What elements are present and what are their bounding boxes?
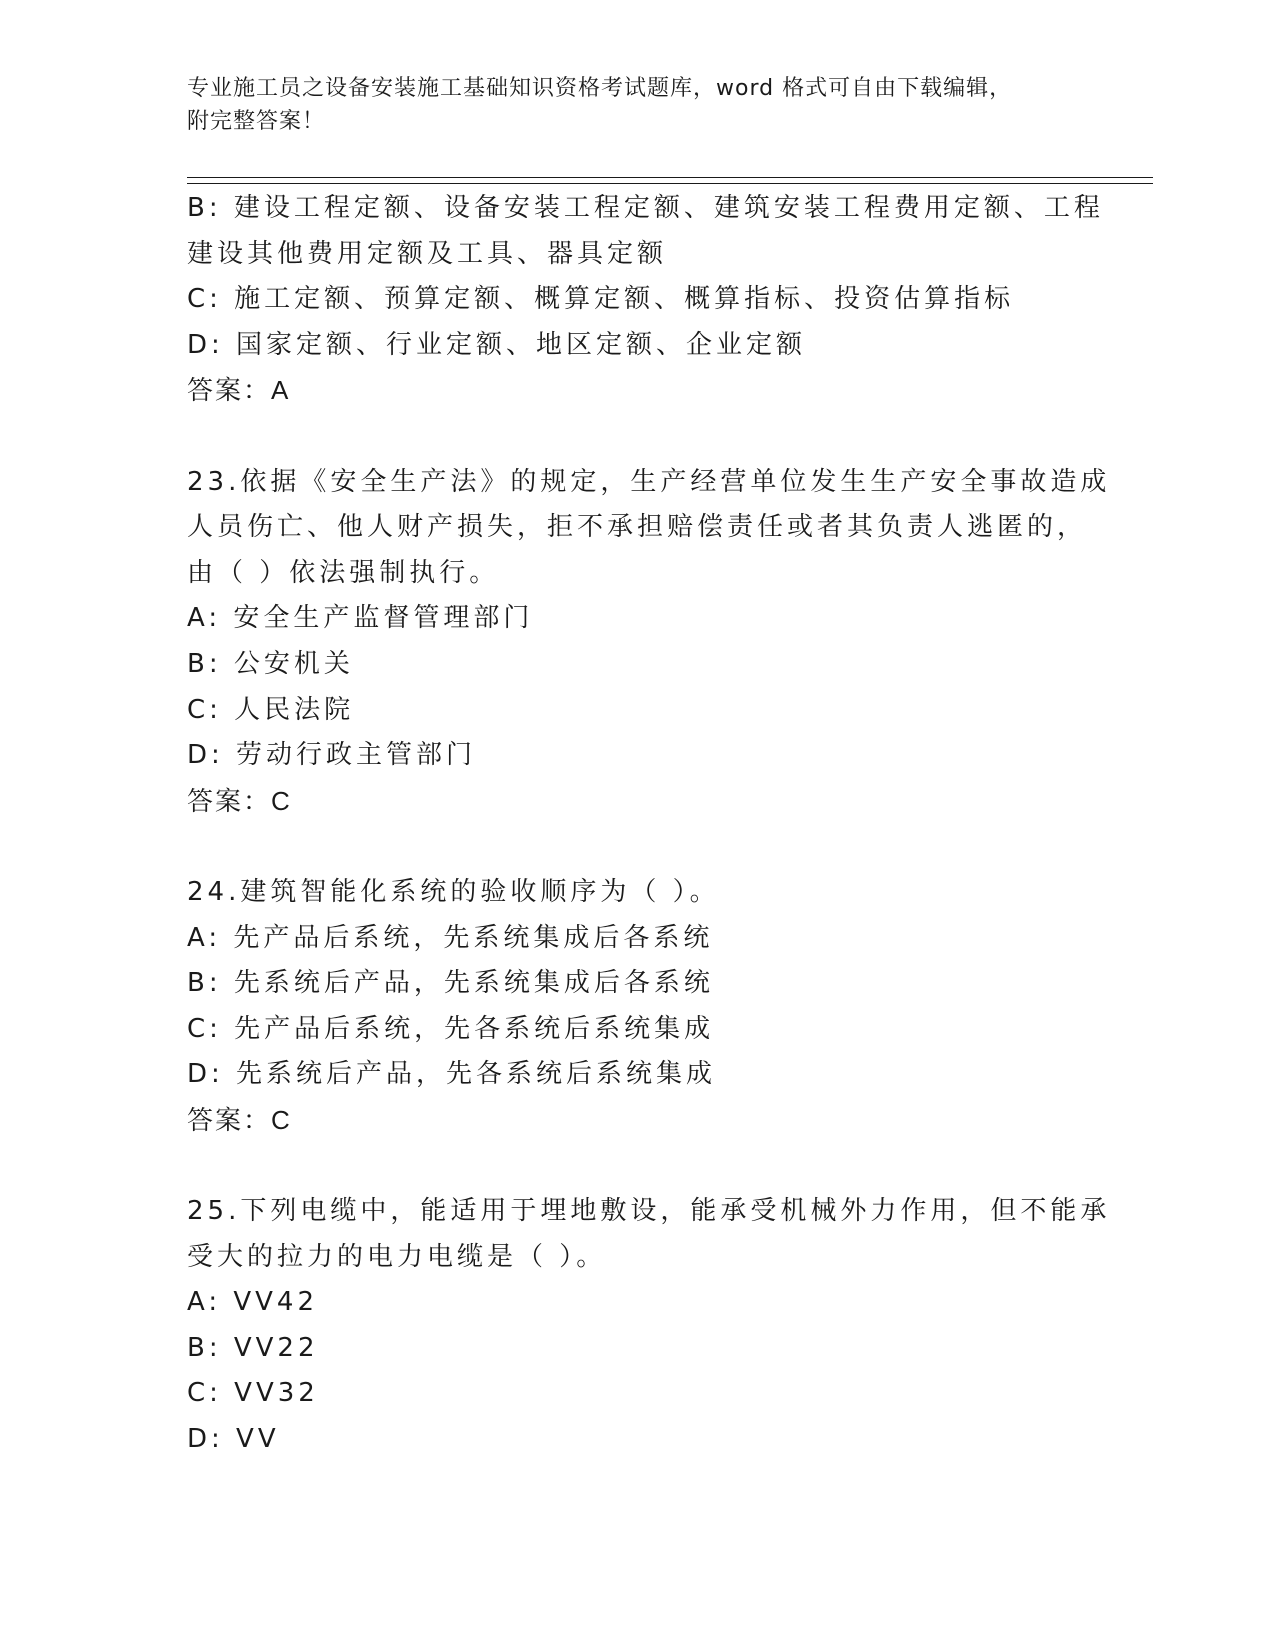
- spacer: [187, 824, 1087, 870]
- answer: 答案：C: [187, 1104, 292, 1135]
- option-b-line-2: 建设其他费用定额及工具、器具定额: [187, 238, 668, 269]
- option-d: D: 先系统后产品，先各系统后系统集成: [187, 1059, 717, 1090]
- option-d: D: VV: [187, 1424, 280, 1455]
- question-25: [187, 1189, 1111, 1463]
- answer: 答案：C: [187, 785, 292, 816]
- option-d: D: 国家定额、行业定额、地区定额、企业定额: [187, 329, 807, 360]
- question-stem-line-1: 23.依据《安全生产法》的规定，生产经营单位发生生产安全事故造成: [187, 466, 1111, 497]
- option-c: C: 先产品后系统，先各系统后系统集成: [187, 1013, 715, 1044]
- page-header: [187, 72, 1067, 138]
- option-d: D: 劳动行政主管部门: [187, 740, 477, 771]
- question-stem-line-1: 24.建筑智能化系统的验收顺序为（ ）。: [187, 876, 720, 907]
- option-b: B: 公安机关: [187, 648, 354, 679]
- option-b-line-1: B: 建设工程定额、设备安装工程定额、建筑安装工程费用定额、工程: [187, 193, 1104, 223]
- header-line-1: 专业施工员之设备安装施工基础知识资格考试题库，word 格式可自由下载编辑，: [187, 76, 1013, 101]
- question-stem-line-2: 人员伤亡、他人财产损失，拒不承担赔偿责任或者其负责人逃匿的，: [187, 512, 1088, 543]
- option-c: C: 人民法院: [187, 694, 355, 725]
- question-22-tail: [187, 186, 1104, 414]
- answer: 答案：A: [187, 375, 291, 406]
- option-c: C: VV32: [187, 1378, 319, 1409]
- question-stem-line-2: 受大的拉力的电力电缆是（ ）。: [187, 1241, 607, 1272]
- question-content: [187, 186, 1111, 1463]
- question-stem-line-1: 25.下列电缆中，能适用于埋地敷设，能承受机械外力作用，但不能承: [187, 1196, 1111, 1227]
- header-rule-top: [187, 177, 1153, 178]
- spacer: [187, 414, 1087, 460]
- option-b: B: VV22: [187, 1332, 319, 1363]
- question-stem-line-3: 由（ ）依法强制执行。: [187, 557, 500, 588]
- option-a: A: 先产品后系统，先系统集成后各系统: [187, 922, 714, 953]
- option-a: A: VV42: [187, 1287, 319, 1318]
- header-line-2: 附完整答案！: [187, 109, 326, 134]
- question-24: [187, 870, 1087, 1144]
- spacer: [187, 1143, 1087, 1189]
- header-rule-bottom: [187, 183, 1153, 184]
- question-23: [187, 460, 1111, 825]
- option-c: C: 施工定额、预算定额、概算定额、概算指标、投资估算指标: [187, 284, 1015, 315]
- option-a: A: 安全生产监督管理部门: [187, 603, 534, 634]
- option-b: B: 先系统后产品，先系统集成后各系统: [187, 968, 714, 999]
